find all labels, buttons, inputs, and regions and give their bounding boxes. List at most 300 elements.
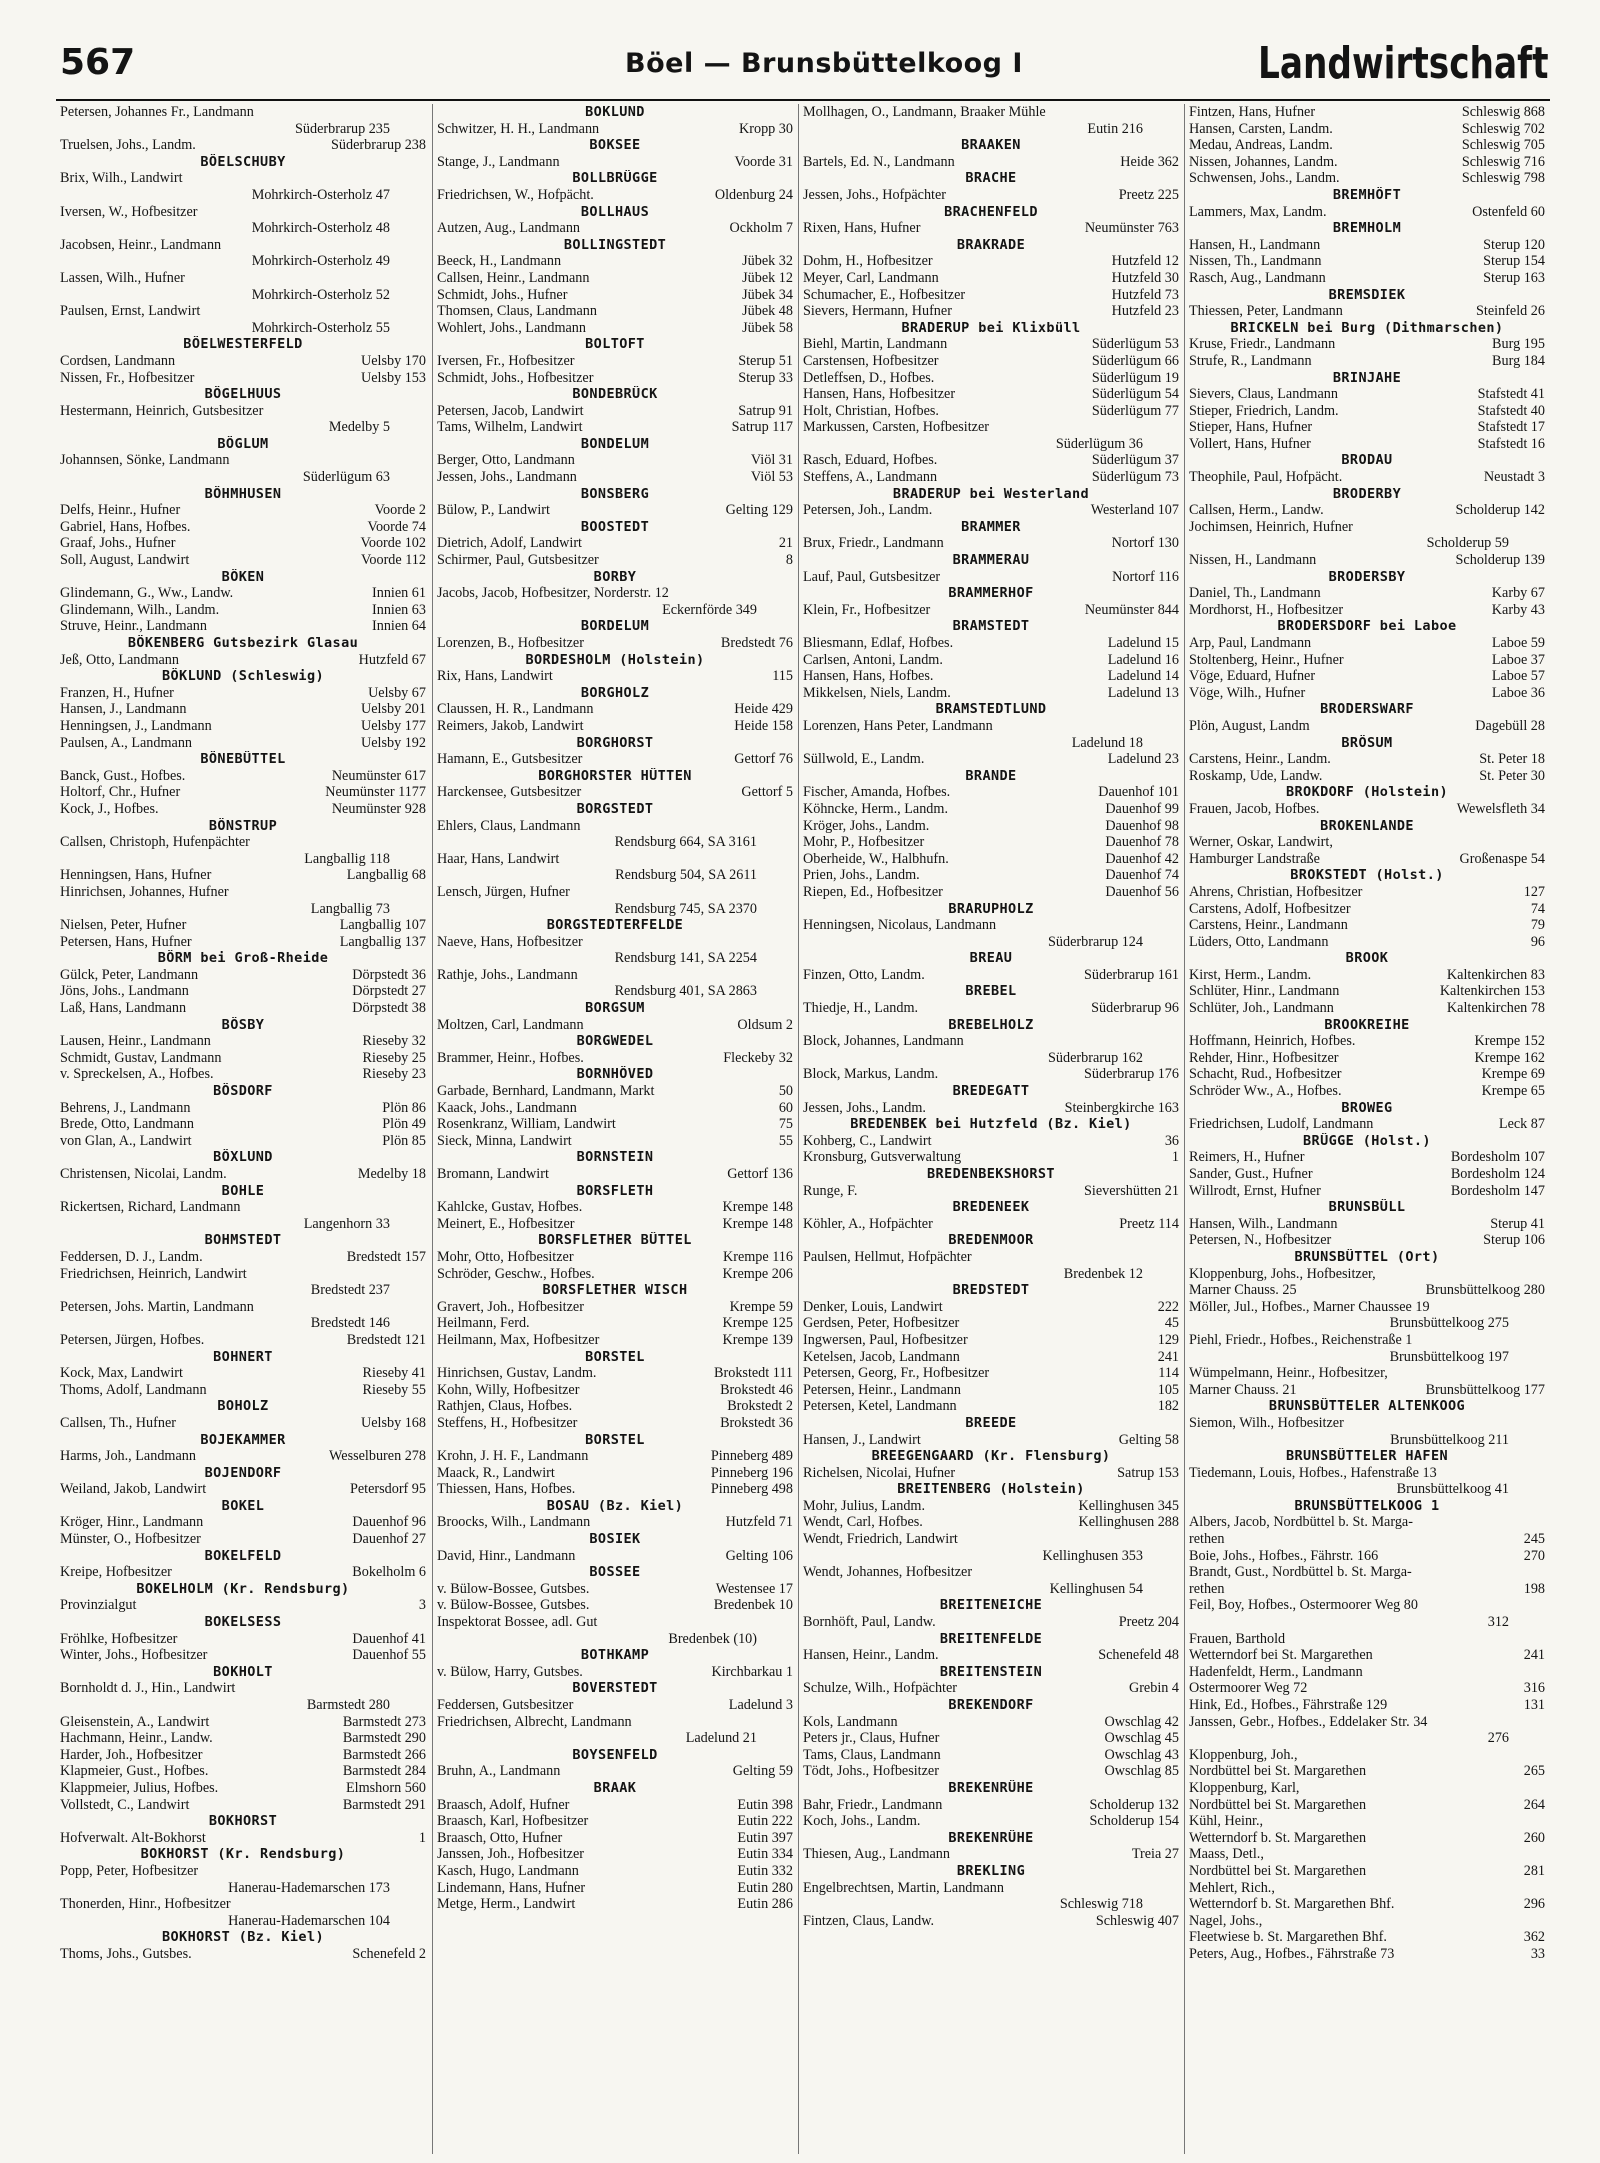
entry-location: Oldsum 2 [737, 1016, 793, 1033]
entry-name: Lüders, Otto, Landmann [1189, 933, 1329, 950]
place-heading [799, 1664, 1183, 1681]
entry-name: Mohr, Otto, Hofbesitzer [437, 1248, 574, 1265]
entry-name: Bartels, Ed. N., Landmann [803, 153, 955, 170]
entry-location: St. Peter 18 [1479, 751, 1545, 768]
place-name: BÖNSTRUP [208, 817, 278, 834]
place-heading [799, 1481, 1183, 1498]
entry-name: Nordbüttel bei St. Margarethen [1189, 1796, 1367, 1813]
place-name: BOSAU (Bz. Kiel) [546, 1497, 684, 1514]
entry-name: Petersen, Hans, Hufner [60, 933, 192, 950]
entry-name: Marner Chauss. 21 [1189, 1381, 1297, 1398]
directory-entry [1185, 1116, 1549, 1133]
directory-entry [433, 1614, 797, 1631]
entry-name: Bliesmann, Edlaf, Hofbes. [803, 635, 954, 651]
entry-location: Uelsby 168 [360, 1414, 426, 1431]
entry-location: Rendsburg 141, SA 2254 [614, 950, 757, 967]
entry-location: Eutin 397 [737, 1829, 793, 1846]
place-name: BOLLBRÜGGE [572, 170, 658, 187]
entry-name: Hoffmann, Heinrich, Hofbes. [1189, 1033, 1356, 1050]
directory-entry [799, 535, 1183, 552]
place-name: BOKELFELD [204, 1547, 282, 1564]
entry-location: Heide 429 [734, 701, 793, 718]
entry-location: Hutzfeld 67 [358, 651, 426, 668]
directory-entry [56, 1266, 430, 1283]
directory-entry [1185, 419, 1549, 436]
entry-location: Kellinghusen 345 [1078, 1497, 1179, 1514]
entry-name: rethen [1189, 1531, 1225, 1548]
entry-name: Reimers, Jakob, Landwirt [437, 717, 584, 734]
directory-entry [799, 1747, 1183, 1764]
entry-location: Burg 184 [1492, 352, 1545, 369]
place-name: BÖGLUM [217, 435, 269, 452]
directory-entry [799, 469, 1183, 486]
entry-name: Wendt, Friedrich, Landwirt [803, 1531, 958, 1548]
place-name: BONSBERG [580, 485, 650, 502]
directory-entry [799, 884, 1183, 901]
directory-entry [799, 353, 1183, 370]
directory-entry [799, 452, 1183, 469]
place-heading [799, 1166, 1183, 1183]
entry-location: Medelby 5 [328, 419, 390, 436]
entry-location: Uelsby 170 [360, 352, 426, 369]
directory-entry [1185, 519, 1549, 536]
entry-name: Kröger, Johs., Landm. [803, 817, 930, 834]
entry-name: Mohr, Julius, Landm. [803, 1497, 925, 1514]
directory-entry [1185, 270, 1549, 287]
entry-continuation [433, 867, 797, 884]
place-heading [1185, 1398, 1549, 1415]
place-heading [433, 436, 797, 453]
entry-name: Paulsen, Hellmut, Hofpächter [803, 1248, 972, 1265]
place-name: BORSFLETH [576, 1182, 654, 1199]
directory-entry [56, 1946, 430, 1963]
entry-name: Metge, Herm., Landwirt [437, 1896, 576, 1913]
entry-location: Krempe 125 [722, 1315, 793, 1332]
place-name: BRAAKEN [961, 137, 1021, 154]
place-heading [1185, 187, 1549, 204]
entry-location: Gelting 106 [725, 1547, 793, 1564]
entry-location: 75 [778, 1116, 793, 1133]
entry-name: Kronsburg, Gutsverwaltung [803, 1149, 962, 1166]
directory-entry [433, 469, 797, 486]
entry-location: Bordesholm 107 [1450, 1149, 1545, 1166]
entry-name: Jochimsen, Heinrich, Hufner [1189, 518, 1353, 535]
entry-name: Petersen, Johs. Martin, Landmann [60, 1298, 254, 1315]
directory-entry [433, 934, 797, 951]
entry-continuation [799, 1896, 1183, 1913]
directory-entry [56, 452, 430, 469]
entry-location: Neumünster 928 [331, 800, 426, 817]
entry-location: Ladelund 14 [1107, 668, 1179, 685]
place-heading [433, 1564, 797, 1581]
directory-entry [56, 204, 430, 221]
directory-entry [56, 1415, 430, 1432]
entry-location: Kaltenkirchen 153 [1439, 983, 1545, 1000]
entry-location: Innien 61 [372, 585, 426, 602]
directory-entry [56, 1382, 430, 1399]
entry-location: Großenaspe 54 [1459, 850, 1545, 867]
directory-entry [1185, 1863, 1549, 1880]
entry-location: Laboe 36 [1491, 684, 1545, 701]
directory-entry [1185, 1880, 1549, 1897]
entry-name: Callsen, Th., Hufner [60, 1414, 176, 1431]
entry-location: Langballig 107 [339, 917, 426, 934]
entry-name: Hansen, H., Landmann [1189, 236, 1321, 253]
entry-name: Klapmeier, Gust., Hofbes. [60, 1763, 209, 1780]
entry-location: Rieseby 23 [362, 1066, 426, 1083]
entry-location: 45 [1164, 1315, 1179, 1332]
place-name: BREMSDIEK [1328, 286, 1406, 303]
place-heading [799, 486, 1183, 503]
entry-name: Hink, Ed., Hofbes., Fährstraße 129 [1189, 1697, 1388, 1713]
place-heading [56, 950, 430, 967]
place-heading [799, 901, 1183, 918]
directory-entry [433, 502, 797, 519]
directory-entry [56, 602, 430, 619]
entry-name: Petersen, Jacob, Landwirt [437, 402, 584, 419]
entry-location: Brunsbüttelkoog 41 [1396, 1481, 1509, 1498]
entry-location: Wesselburen 278 [329, 1448, 426, 1465]
entry-name: Bromann, Landwirt [437, 1166, 549, 1182]
entry-continuation [433, 1730, 797, 1747]
directory-entry [433, 1382, 797, 1399]
place-name: BREMHOLM [1332, 220, 1402, 237]
place-heading [56, 1465, 430, 1482]
directory-entry [799, 1614, 1183, 1631]
place-name: BORGHOLZ [580, 684, 650, 701]
entry-location: Dörpstedt 38 [352, 1000, 426, 1017]
entry-name: Gleisenstein, A., Landwirt [60, 1713, 210, 1730]
place-name: BRAKRADE [956, 236, 1026, 253]
entry-location: Eutin 332 [737, 1862, 793, 1879]
entry-name: Wetterndorf b. St. Margarethen Bhf. [1189, 1896, 1395, 1913]
directory-entry [799, 287, 1183, 304]
directory-entry [1185, 983, 1549, 1000]
directory-entry [433, 1846, 797, 1863]
directory-entry [799, 1498, 1183, 1515]
place-heading [1185, 867, 1549, 884]
entry-name: Holtorf, Chr., Hufner [60, 784, 181, 801]
place-name: BRODERSWARF [1320, 701, 1414, 718]
entry-location: Brokstedt 2 [727, 1398, 793, 1415]
directory-entry [1185, 1581, 1549, 1598]
entry-continuation [433, 901, 797, 918]
entry-location: Rieseby 25 [362, 1049, 426, 1066]
directory-entry [433, 967, 797, 984]
entry-continuation [433, 602, 797, 619]
entry-name: Glindemann, G., Ww., Landw. [60, 585, 234, 602]
entry-location: 260 [1523, 1829, 1545, 1846]
entry-name: Mordhorst, H., Hofbesitzer [1189, 601, 1344, 618]
entry-location: Eutin 222 [737, 1813, 793, 1830]
entry-name: Nordbüttel bei St. Margarethen [1189, 1862, 1367, 1879]
place-name: BOJENDORF [204, 1464, 282, 1481]
entry-location: 8 [785, 552, 793, 569]
directory-entry [433, 1133, 797, 1150]
entry-location: Schenefeld 48 [1098, 1647, 1179, 1664]
entry-location: Eutin 216 [1087, 120, 1143, 137]
entry-location: Krempe 162 [1474, 1049, 1545, 1066]
directory-entry [799, 419, 1183, 436]
entry-location: Krempe 65 [1481, 1083, 1545, 1100]
directory-entry [1185, 801, 1549, 818]
place-name: BREDENMOOR [948, 1232, 1034, 1249]
directory-entry [56, 237, 430, 254]
place-name: BOSSEE [589, 1564, 641, 1581]
directory-entry [799, 602, 1183, 619]
entry-location: 281 [1523, 1862, 1545, 1879]
entry-name: Lorenzen, B., Hofbesitzer [437, 635, 584, 651]
entry-location: Heide 158 [734, 717, 793, 734]
place-heading [1185, 1133, 1549, 1150]
place-heading [1185, 486, 1549, 503]
directory-entry [433, 751, 797, 768]
directory-entry [433, 1266, 797, 1283]
directory-entry [799, 1714, 1183, 1731]
directory-entry [799, 1033, 1183, 1050]
entry-continuation [56, 851, 430, 868]
directory-entry [799, 187, 1183, 204]
directory-entry [799, 967, 1183, 984]
entry-name: Sievers, Claus, Landmann [1189, 386, 1338, 403]
entry-location: Dauenhof 74 [1105, 867, 1179, 884]
entry-name: Hansen, Hans, Hofbes. [803, 668, 934, 685]
entry-location: Sievershütten 21 [1084, 1182, 1179, 1199]
place-heading [56, 1548, 430, 1565]
directory-entry [56, 403, 430, 420]
entry-location: 296 [1523, 1896, 1545, 1913]
entry-location: 21 [778, 535, 793, 552]
entry-location: 33 [1530, 1945, 1545, 1962]
directory-entry [433, 121, 797, 138]
entry-location: Dauenhof 78 [1105, 834, 1179, 851]
entry-location: Bredstedt 146 [310, 1315, 390, 1332]
entry-name: Jöns, Johs., Landmann [60, 983, 189, 1000]
entry-name: Block, Johannes, Landmann [803, 1033, 964, 1050]
entry-name: Beeck, H., Landmann [437, 253, 562, 270]
column-1 [56, 104, 430, 2154]
directory-entry [1185, 967, 1549, 984]
directory-entry [56, 552, 430, 569]
place-name: BREDENBEK bei Hutzfeld (Bz. Kiel) [850, 1116, 1132, 1133]
entry-name: Prien, Johs., Landm. [803, 867, 920, 884]
entry-name: Rasch, Aug., Landmann [1189, 269, 1326, 286]
entry-location: Ladelund 18 [1071, 734, 1143, 751]
place-heading [799, 1597, 1183, 1614]
entry-name: Sander, Gust., Hufner [1189, 1166, 1313, 1182]
place-heading [56, 1498, 430, 1515]
entry-location: Brokstedt 111 [714, 1365, 793, 1382]
entry-name: Henningsen, Nicolaus, Landmann [803, 917, 997, 934]
entry-location: Eutin 280 [737, 1879, 793, 1896]
directory-entry [799, 635, 1183, 652]
place-name: BORSTEL [585, 1348, 645, 1365]
entry-location: Bredenbek (10) [668, 1630, 757, 1647]
entry-continuation [56, 1315, 430, 1332]
entry-location: Brokstedt 36 [720, 1414, 793, 1431]
place-name: BOKHOLT [213, 1663, 273, 1680]
entry-location: Satrup 91 [738, 402, 793, 419]
entry-name: Bülow, P., Landwirt [437, 502, 550, 519]
entry-location: Sterup 106 [1483, 1232, 1545, 1249]
directory-entry [799, 751, 1183, 768]
entry-location: Eutin 286 [737, 1896, 793, 1913]
entry-location: Laboe 59 [1491, 635, 1545, 651]
directory-entry [433, 1797, 797, 1814]
entry-name: Petersen, Georg, Fr., Hofbesitzer [803, 1365, 990, 1382]
place-heading [799, 519, 1183, 536]
entry-name: Dohm, H., Hofbesitzer [803, 253, 933, 270]
entry-location: Krempe 69 [1481, 1066, 1545, 1083]
directory-entry [1185, 1033, 1549, 1050]
entry-name: Hofverwalt. Alt-Bokhorst [60, 1829, 206, 1846]
directory-entry [1185, 718, 1549, 735]
place-heading [799, 1448, 1183, 1465]
directory-entry [1185, 237, 1549, 254]
directory-entry [1185, 917, 1549, 934]
entry-name: Hansen, Carsten, Landm. [1189, 120, 1333, 137]
entry-location: Karby 67 [1491, 585, 1545, 602]
entry-name: Hamann, E., Gutsbesitzer [437, 751, 583, 768]
entry-location: Süderbrarup 162 [1048, 1049, 1143, 1066]
entry-location: Sterup 163 [1483, 269, 1545, 286]
place-heading [433, 104, 797, 121]
directory-entry [1185, 1232, 1549, 1249]
directory-entry [799, 1797, 1183, 1814]
entry-location: Gettorf 76 [734, 751, 793, 768]
entry-location: Innien 63 [372, 601, 426, 618]
directory-entry [1185, 436, 1549, 453]
directory-entry [799, 1730, 1183, 1747]
directory-entry [433, 1166, 797, 1183]
entry-location: Kellinghusen 353 [1042, 1547, 1143, 1564]
entry-continuation [56, 287, 430, 304]
directory-entry [56, 867, 430, 884]
entry-name: Janssen, Joh., Hofbesitzer [437, 1846, 584, 1863]
directory-entry [56, 1531, 430, 1548]
entry-continuation [433, 983, 797, 1000]
column-4 [1184, 104, 1549, 2154]
directory-entry [799, 1531, 1183, 1548]
directory-entry [433, 403, 797, 420]
entry-location: Kirchbarkau 1 [711, 1663, 793, 1680]
directory-entry [56, 1199, 430, 1216]
entry-name: Fintzen, Claus, Landw. [803, 1912, 935, 1929]
entry-continuation [1185, 535, 1549, 552]
directory-entry [56, 1249, 430, 1266]
entry-location: Leck 87 [1498, 1116, 1545, 1133]
place-heading [1185, 950, 1549, 967]
entry-location: Süderlügum 36 [1055, 435, 1143, 452]
entry-location: 114 [1158, 1365, 1179, 1382]
place-name: BRUNSBÜLL [1328, 1199, 1406, 1216]
entry-location: Petersdorf 95 [349, 1481, 426, 1498]
entry-location: Dagebüll 28 [1475, 717, 1545, 734]
entry-location: Ockholm 7 [729, 220, 793, 237]
directory-entry [1185, 768, 1549, 785]
place-name: BÖXLUND [213, 1149, 273, 1166]
entry-name: Steffens, H., Hofbesitzer [437, 1414, 578, 1431]
entry-location: Süderbrarup 124 [1048, 933, 1143, 950]
directory-entry [433, 419, 797, 436]
directory-entry [1185, 1714, 1549, 1731]
entry-location: Jübek 48 [742, 303, 793, 320]
entry-location: Treia 27 [1131, 1846, 1179, 1863]
entry-name: Hinrichsen, Johannes, Hufner [60, 883, 229, 900]
entry-location: Laboe 37 [1491, 651, 1545, 668]
place-name: BOJEKAMMER [200, 1431, 286, 1448]
entry-name: Hansen, J., Landmann [60, 701, 187, 718]
entry-name: Berger, Otto, Landmann [437, 452, 575, 469]
entry-name: Maass, Detl., [1189, 1846, 1264, 1863]
entry-name: Gülck, Peter, Landmann [60, 966, 199, 983]
entry-continuation [799, 735, 1183, 752]
entry-location: 265 [1523, 1763, 1545, 1780]
place-heading [1185, 569, 1549, 586]
entry-name: Peters jr., Claus, Hufner [803, 1730, 940, 1747]
entry-name: Nissen, H., Landmann [1189, 552, 1317, 569]
entry-name: Naeve, Hans, Hofbesitzer [437, 933, 583, 950]
entry-location: Langballig 73 [310, 900, 390, 917]
entry-name: Thiedje, H., Landm. [803, 1000, 919, 1017]
directory-entry [799, 1680, 1183, 1697]
entry-name: Bornholdt d. J., Hin., Landwirt [60, 1680, 236, 1697]
place-name: BORSFLETHER BÜTTEL [538, 1232, 692, 1249]
directory-entry [1185, 1282, 1549, 1299]
place-name: BREDENBEKSHORST [927, 1166, 1055, 1182]
entry-name: Petersen, Joh., Landm. [803, 502, 933, 519]
entry-name: Schmidt, Gustav, Landmann [60, 1049, 222, 1066]
entry-location: 264 [1523, 1796, 1545, 1813]
entry-name: Kloppenburg, Karl, [1189, 1779, 1300, 1796]
directory-entry [56, 834, 430, 851]
entry-name: Bruhn, A., Landmann [437, 1763, 561, 1780]
place-name: BOTHKAMP [580, 1647, 650, 1664]
directory-entry [799, 569, 1183, 586]
directory-entry [56, 934, 430, 951]
place-heading [433, 170, 797, 187]
entry-location: Ladelund 15 [1107, 635, 1179, 651]
entry-name: v. Bülow-Bossee, Gutsbes. [437, 1580, 590, 1597]
directory-entry [799, 818, 1183, 835]
entry-continuation [56, 1282, 430, 1299]
directory-entry [56, 1763, 430, 1780]
entry-continuation [799, 934, 1183, 951]
entry-name: Jessen, Johs., Landm. [803, 1099, 926, 1116]
entry-location: Ladelund 3 [728, 1697, 793, 1713]
entry-location: Preetz 225 [1118, 186, 1179, 203]
entry-name: Schirmer, Paul, Gutsbesitzer [437, 552, 599, 569]
entry-name: David, Hinr., Landmann [437, 1547, 576, 1564]
directory-entry [56, 1730, 430, 1747]
entry-name: Cordsen, Landmann [60, 352, 176, 369]
directory-entry [1185, 934, 1549, 951]
directory-entry [56, 1000, 430, 1017]
entry-location: Eutin 334 [737, 1846, 793, 1863]
place-heading [433, 336, 797, 353]
place-heading [799, 137, 1183, 154]
page-header [60, 38, 1548, 96]
entry-name: Tams, Claus, Landmann [803, 1746, 941, 1763]
entry-name: Schmidt, Johs., Hofbesitzer [437, 369, 594, 386]
entry-location: Süderlügum 53 [1091, 336, 1179, 353]
entry-name: Paulsen, A., Landmann [60, 734, 193, 751]
place-name: BOSIEK [589, 1531, 641, 1548]
entry-name: Thomsen, Claus, Landmann [437, 303, 597, 320]
entry-location: Scholderup 139 [1455, 552, 1545, 569]
entry-name: Wümpelmann, Heinr., Hofbesitzer, [1189, 1365, 1388, 1382]
directory-entry [1185, 1415, 1549, 1432]
